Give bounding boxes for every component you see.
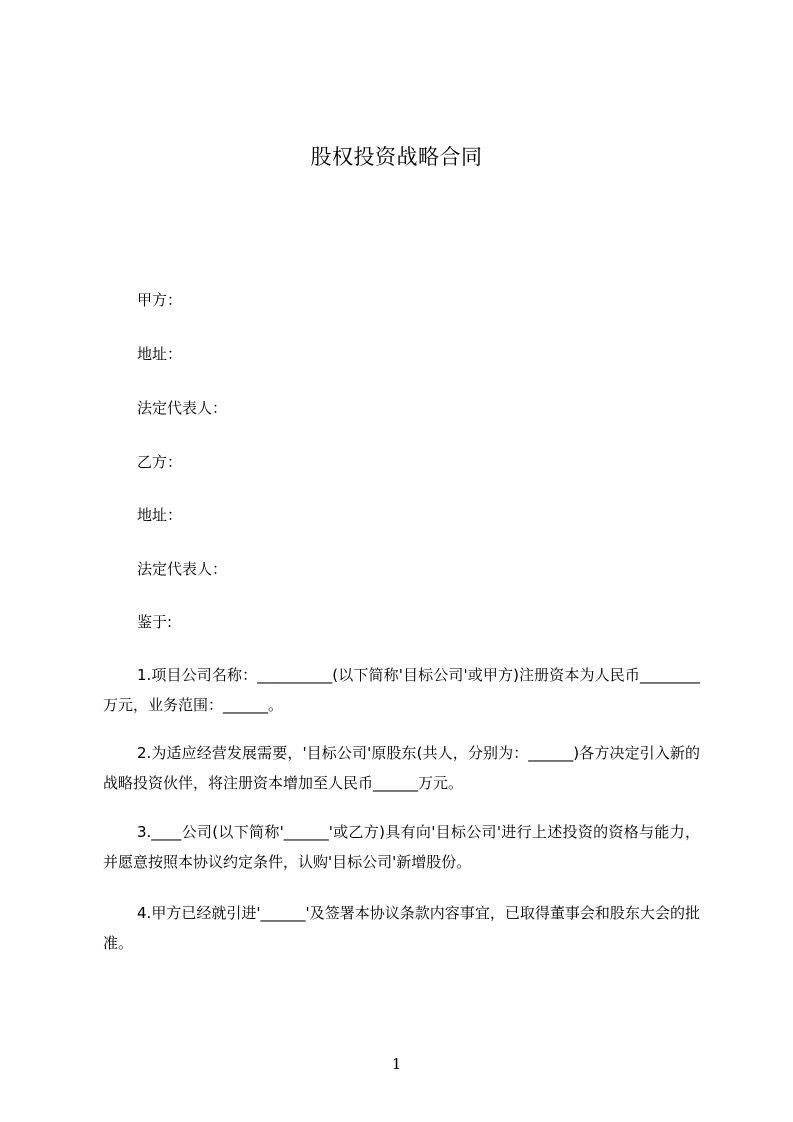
document-title: 股权投资战略合同 (310, 145, 483, 169)
clause-4: 4.甲方已经就引进'______'及签署本协议条款内容事宜，已取得董事会和股东大会的批准。 (103, 904, 700, 952)
party-a-name-label: 甲方： (137, 291, 183, 309)
clause-3: 3.____公司(以下简称'______'或乙方)具有向'目标公司'进行上述投资的资格与能力，并愿意按照本协议约定条件，认购'目标公司'新增股份。 (103, 823, 700, 871)
clause-1: 1.项目公司名称：__________(以下简称'目标公司'或甲方)注册资本为人民币________万元，业务范围：______。 (103, 666, 700, 714)
party-b-name-label: 乙方： (137, 453, 183, 471)
party-a-legal-rep-label: 法定代表人： (137, 399, 228, 417)
party-b-legal-rep-label: 法定代表人： (137, 560, 228, 578)
clause-2: 2.为适应经营发展需要，'目标公司'原股东(共人，分别为：______)各方决定引入新的战略投资伙伴，将注册资本增加至人民币______万元。 (103, 744, 700, 792)
page-number: 1 (391, 1055, 402, 1073)
party-b-address-label: 地址： (137, 506, 183, 524)
party-a-address-label: 地址： (137, 345, 183, 363)
whereas-label: 鉴于: (137, 613, 173, 631)
